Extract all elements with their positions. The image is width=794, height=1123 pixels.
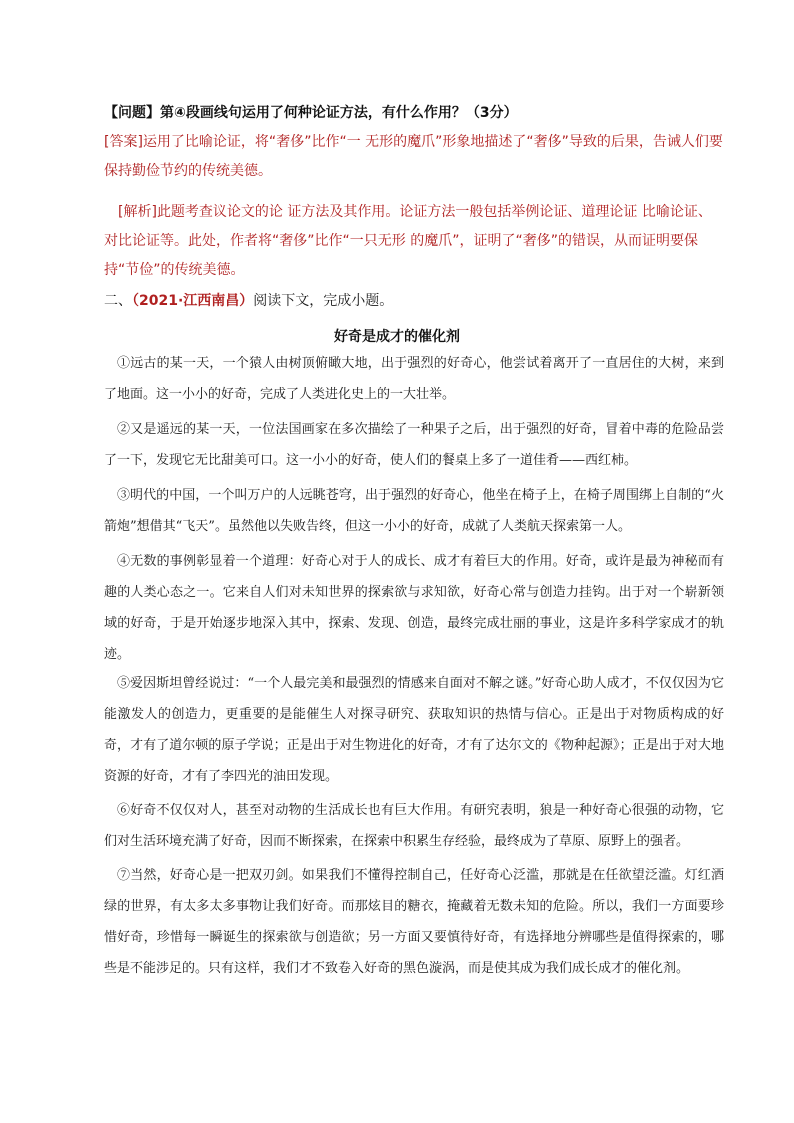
analysis-tag: [解析] bbox=[118, 204, 157, 220]
section-prefix: 二、 bbox=[104, 293, 132, 309]
question-tag: 【问题】 bbox=[104, 105, 160, 121]
article-paragraph-6: ⑥好奇不仅仅对人，甚至对动物的生活成长也有巨大作用。有研究表明，狼是一种好奇心很强的动物，它们对生活环境充满了好奇，因而不断探索，在探索中积累生存经验，最终成为了草原、原野上的强者。 bbox=[104, 803, 724, 849]
question-text: 第④段画线句运用了何种论证方法，有什么作用？（3分） bbox=[160, 105, 518, 121]
article-paragraph-7: ⑦当然，好奇心是一把双刃剑。如果我们不懂得控制自己，任好奇心泛滥，那就是在任欲望泛滥。灯红酒绿的世界，有太多太多事物让我们好奇。而那炫目的糖衣，掩藏着无数未知的危险。所以，我们一方面要珍惜好奇，珍惜每一瞬诞生的探索欲与创造欲；另一方面又要慎待好奇，有选择地分辨哪些是值得探索的，哪些是不能涉足的。只有这样，我们才不致卷入好奇的黑色漩涡，而是使其成为我们成长成才的催化剂。 bbox=[104, 868, 724, 976]
answer-text: 运用了比喻论证，将“奢侈”比作“一 无形的魔爪”形象地描述了“奢侈”导致的后果，告诫人们要保持勤俭节约的传统美德。 bbox=[104, 134, 723, 179]
article-title: 好奇是成才的催化剂 bbox=[334, 329, 460, 345]
article-paragraph-3: ③明代的中国，一个叫万户的人远眺苍穹，出于强烈的好奇心，他坐在椅子上，在椅子周围绑上自制的“火箭炮”想借其“飞天”。虽然他以失败告终，但这一小小的好奇，成就了人类航天探索第一人。 bbox=[104, 488, 724, 534]
answer-tag: [答案] bbox=[104, 134, 143, 150]
article-paragraph-1: ①远古的某一天，一个猿人由树顶俯瞰大地，出于强烈的好奇心，他尝试着离开了一直居住的大树，来到了地面。这一小小的好奇，完成了人类进化史上的一大壮举。 bbox=[104, 356, 724, 402]
section-instruction: 阅读下文，完成小题。 bbox=[253, 293, 394, 309]
analysis-block bbox=[104, 198, 724, 285]
article-paragraph-4: ④无数的事例彰显着一个道理：好奇心对于人的成长、成才有着巨大的作用。好奇，或许是最为神秘而有趣的人类心态之一。它来自人们对未知世界的探索欲与求知欲，好奇心常与创造力挂钩。出于对一个崭新领域的好奇，于是开始逐步地深入其中，探索、发现、创造，最终完成壮丽的事业，这是许多科学家成才的轨迹。 bbox=[104, 554, 724, 662]
article-paragraph-5: ⑤爱因斯坦曾经说过：“一个人最完美和最强烈的情感来自面对不解之谜。”好奇心助人成才，不仅仅因为它能激发人的创造力，更重要的是能催生人对探寻研究、获取知识的热情与信心。正是出于对物质构成的好奇，才有了道尔顿的原子学说；正是出于对生物进化的好奇，才有了达尔文的《物种起源》；正是出于对大地资源的好奇，才有了李四光的油田发现。 bbox=[104, 676, 724, 784]
analysis-text: 此题考查议论文的论 证方法及其作用。论证方法一般包括举例论证、道理论证 比喻论证、对比论证等。此处，作者将“奢侈”比作“一只无形 的魔爪”，证明了“奢侈”的错误，从而证明要保持“节俭”的传统美德。 bbox=[104, 204, 712, 278]
question-line bbox=[104, 102, 518, 122]
section-source: （2021·江西南昌） bbox=[132, 293, 254, 309]
section-header bbox=[104, 290, 393, 310]
answer-block bbox=[104, 128, 724, 186]
article-paragraph-2: ②又是遥远的某一天，一位法国画家在多次描绘了一种果子之后，出于强烈的好奇，冒着中毒的危险品尝了一下，发现它无比甜美可口。这一小小的好奇，使人们的餐桌上多了一道佳肴——西红柿。 bbox=[104, 422, 724, 468]
